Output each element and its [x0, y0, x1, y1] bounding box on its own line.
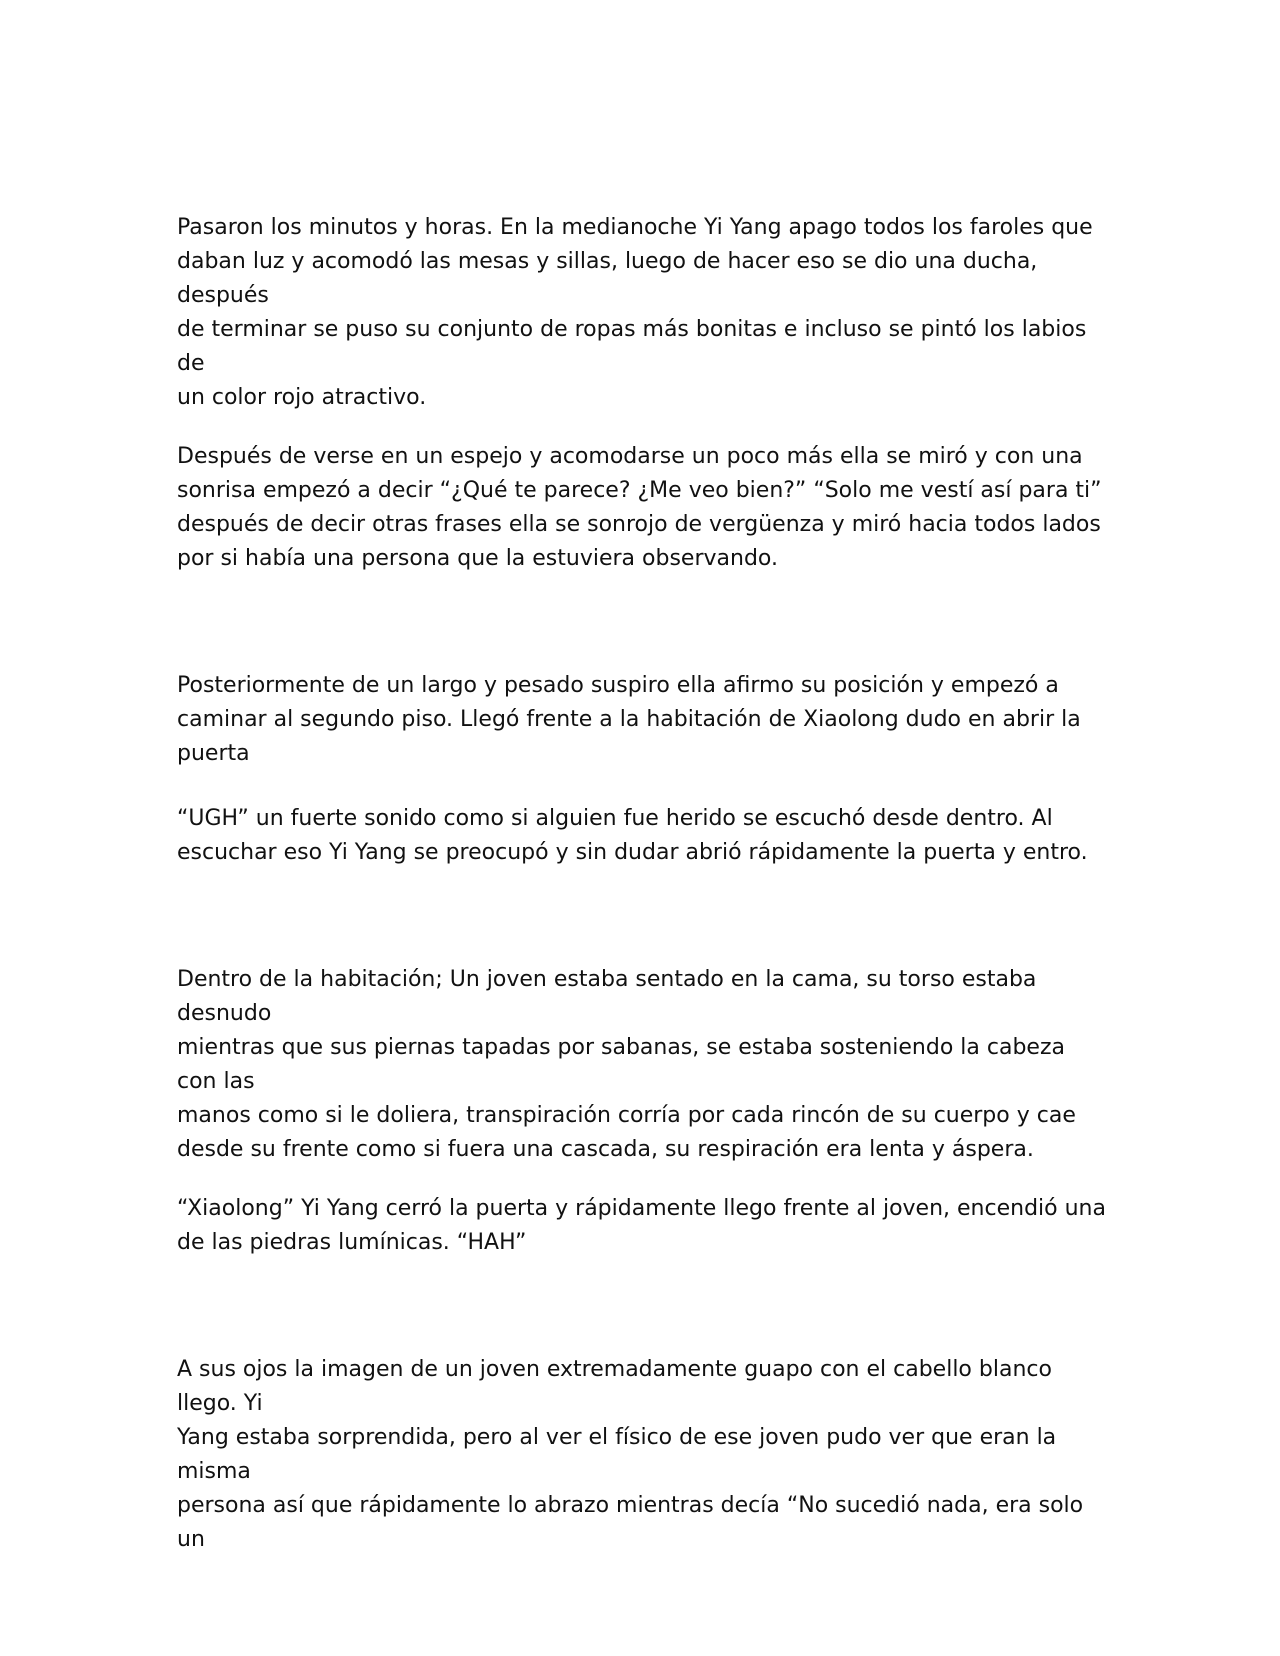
paragraph-1: Pasaron los minutos y horas. En la medianoche Yi Yang apago todos los faroles que daban luz y acomodó las mesas y sillas, luego de hacer eso se dio una ducha, después de terminar se puso su conjunto de ropas más bonitas e incluso se pintó los labios de un color rojo atractivo. — [177, 215, 1093, 410]
paragraph-6: “Xiaolong” Yi Yang cerró la puerta y rápidamente llego frente al joven, encendió una de las piedras lumínicas. “HAH” — [177, 1196, 1106, 1255]
paragraph-5: Dentro de la habitación; Un joven estaba sentado en la cama, su torso estaba desnudo mientras que sus piernas tapadas por sabanas, se estaba sosteniendo la cabeza con las manos como si le doliera, transpiración corría por cada rincón de su cuerpo y cae desde su frente como si fuera una cascada, su respiración era lenta y áspera. — [177, 967, 1076, 1162]
paragraph-4: “UGH” un fuerte sonido como si alguien fue herido se escuchó desde dentro. Al escuchar eso Yi Yang se preocupó y sin dudar abrió rápidamente la puerta y entro. — [177, 806, 1088, 865]
paragraph-7: A sus ojos la imagen de un joven extremadamente guapo con el cabello blanco llego. Yi Yang estaba sorprendida, pero al ver el físico de ese joven pudo ver que eran la misma persona así que rápidamente lo abrazo mientras decía “No sucedió nada, era solo un — [177, 1357, 1084, 1552]
paragraph-3: Posteriormente de un largo y pesado suspiro ella afirmo su posición y empezó a caminar al segundo piso. Llegó frente a la habitación de Xiaolong dudo en abrir la puerta — [177, 673, 1081, 766]
paragraph-2: Después de verse en un espejo y acomodarse un poco más ella se miró y con una sonrisa empezó a decir “¿Qué te parece? ¿Me veo bien?” “Solo me vestí así para ti” después de decir otras frases ella se sonrojo de vergüenza y miró hacia todos lados por si había una persona que la estuviera observando. — [177, 444, 1102, 571]
